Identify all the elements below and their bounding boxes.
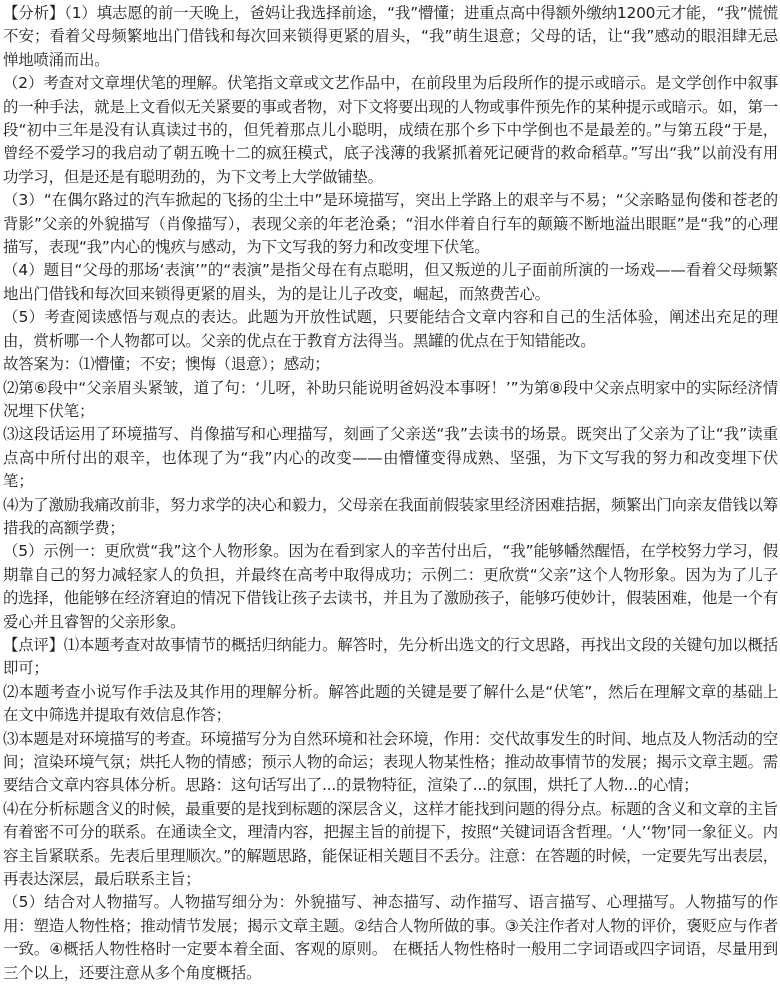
answer-q4-paragraph: ⑷为了激励我痛改前非，努力求学的决心和毅力，父母亲在我面前假装家里经济困难拮据，频繁出门向亲友借钱以筹措我的高额学费； [3,495,778,537]
comment-q5-paragraph: （5）结合对人物描写。人物描写细分为：外貌描写、神态描写、动作描写、语言描写、心理描写。人物描写的作用：塑造人物性格；推动情节发展；揭示文章主题。②结合人物所做的事。③关注作者对人物的评价，褒贬应与作者一致。④概括人物性格时一定要本着全面、客观的原则。 在概括人物性格时一般用二字词语或四字词语，尽量用到三个以上，还要注意从多个角度概括。 [3,893,778,982]
analysis-q1-paragraph: 【分析】（1）填志愿的前一天晚上，爸妈让我选择前途，“我”懵懂；进重点高中得额外缴纳1200元才能，“我”慌慌不安；看着父母频繁地出门借钱和每次回来锁得更紧的眉头，“我”萌生退意；父母的话，让“我”感动的眼泪肆无忌惮地喷涌而出。 [3,4,778,69]
analysis-q4-paragraph: （4）题目“父母的那场‘表演’”的“表演”是指父母在有点聪明，但又叛逆的儿子面前所演的一场戏——看着父母频繁地出门借钱和每次回来锁得更紧的眉头，为的是让儿子改变，崛起，而煞费苦心。 [3,261,778,303]
comment-q3-paragraph: ⑶本题是对环境描写的考查。环境描写分为自然环境和社会环境，作用：交代故事发生的时间、地点及人物活动的空间；渲染环境气氛；烘托人物的情感；预示人物的命运；表现人物某性格；推动故事情节的发展；揭示文章主题。需要结合文章内容具体分析。思路：这句话写出了...的景物特征，渲染了...的氛围，烘托了人物...的心情； [3,729,778,795]
answer-q1-paragraph: 故答案为：⑴懵懂；不安；懊悔（退意）；感动； [3,355,330,374]
comment-q2-paragraph: ⑵本题考查小说写作手法及其作用的理解分析。解答此题的关键是要了解什么是“伏笔”，然后在理解文章的基础上在文中筛选并提取有效信息作答； [3,682,778,725]
analysis-q2-paragraph: （2）考查对文章埋伏笔的理解。伏笔指文章或文艺作品中，在前段里为后段所作的提示或暗示。是文学创作中叙事的一种手法，就是上文看似无关紧要的事或者物，对下文将要出现的人物或事件预先作的某种提示或暗示。如，第一段“初中三年是没有认真读过书的，但凭着那点儿小聪明，成绩在那个乡下中学倒也不是最差的。”与第五段“于是，曾经不爱学习的我启动了朝五晚十二的疯狂模式，底子浅薄的我紧抓着死记硬背的救命稻草。”写出“我”以前没有用功学习，但是还是有聪明劲的，为下文考上大学做铺垫。 [3,74,778,186]
analysis-q5-paragraph: （5）考查阅读感悟与观点的表达。此题为开放性试题，只要能结合文章内容和自己的生活体验，阐述出充足的理由，赏析哪一个人物都可以。父亲的优点在于教育方法得当。黑罐的优点在于知错能改。 [3,308,778,350]
comment-q4-paragraph: ⑷在分析标题含义的时候，最重要的是找到标题的深层含义，这样才能找到问题的得分点。标题的含义和文章的主旨有着密不可分的联系。在通读全文，理清内容，把握主旨的前提下，按照“关键词语含哲理。‘人’‘物’同一象征义。内容主旨紧联系。先表后里理顺次。”的解题思路，能保证相关题目不丢分。注意：在答题的时候，一定要先写出表层，再表达深层，最后联系主旨； [3,799,778,889]
answer-q2-paragraph: ⑵第⑥段中“父亲眉头紧皱，道了句：‘儿呀，补助只能说明爸妈没本事呀！’”为第⑧段中父亲点明家中的实际经济情况埋下伏笔； [3,378,778,420]
answer-q3-paragraph: ⑶这段话运用了环境描写、肖像描写和心理描写，刻画了父亲送“我”去读书的场景。既突出了父亲为了让“我”读重点高中所付出的艰辛，也体现了为“我”内心的改变——由懵懂变得成熟、坚强，为下文写我的努力和改变埋下伏笔； [3,425,778,491]
analysis-q3-paragraph: （3）“在偶尔路过的汽车掀起的飞扬的尘土中”是环境描写，突出上学路上的艰辛与不易；“父亲略显佝偻和苍老的背影”父亲的外貌描写（肖像描写），表现父亲的年老沧桑；“泪水伴着自行车的颠簸不断地溢出眼眶”是“我”的心理描写，表现“我”内心的愧疚与感动，为下文写我的努力和改变埋下伏笔。 [3,191,778,257]
comment-q1-paragraph: 【点评】⑴本题考查对故事情节的概括归纳能力。解答时，先分析出选文的行文思路，再找出文段的关键句加以概括即可； [3,635,778,678]
answer-q5-paragraph: （5）示例一：更欣赏“我”这个人物形象。因为在看到家人的辛苦付出后，“我”能够幡然醒悟，在学校努力学习，假期靠自己的努力减轻家人的负担，并最终在高考中取得成功；示例二：更欣赏“父亲”这个人物形象。因为为了儿子的选择，他能够在经济窘迫的情况下借钱让孩子去读书，并且为了激励孩子，能够巧使妙计，假装困难，他是一个有爱心并且睿智的父亲形象。 [3,542,778,631]
